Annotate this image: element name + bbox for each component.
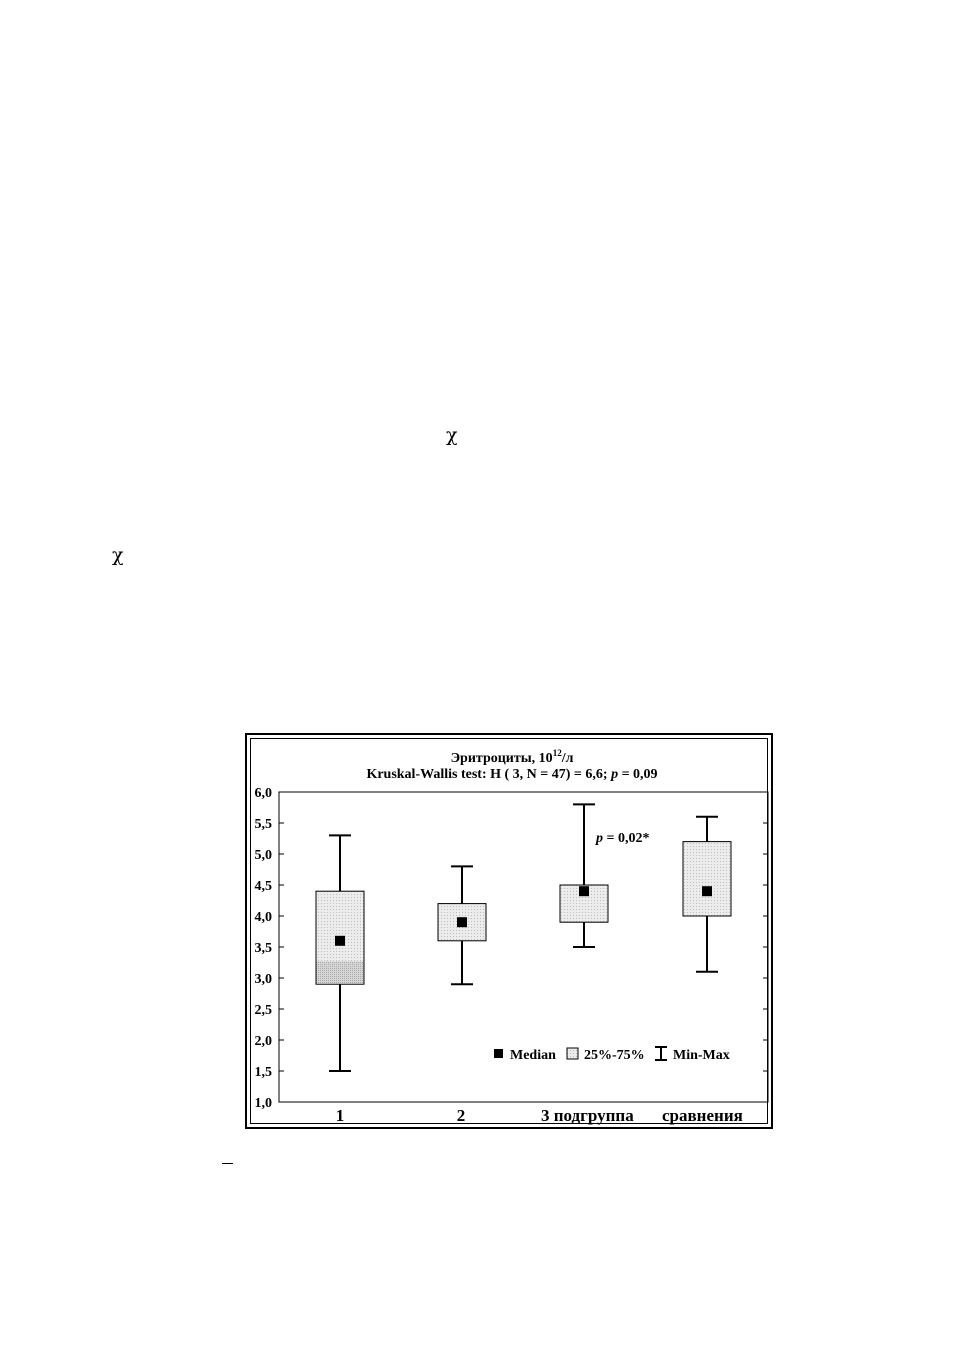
- legend-whisker-label: Min-Max: [673, 1048, 730, 1063]
- chart-title-main: Эритроциты, 10: [450, 751, 553, 766]
- x-category-label: 3 подгруппа: [541, 1106, 634, 1125]
- iqr-box-shade: [317, 961, 364, 983]
- box-group-2: [438, 866, 486, 984]
- x-category-label: 2: [456, 1106, 466, 1125]
- x-category-label: сравнения: [662, 1106, 743, 1125]
- y-tick-label: 5,0: [254, 848, 272, 863]
- iqr-box: [683, 842, 731, 916]
- y-tick-label: 2,0: [254, 1034, 272, 1049]
- y-tick-label: 3,0: [254, 972, 272, 987]
- chart-title-exponent: 12: [552, 748, 562, 758]
- chart-title-unit: /л: [561, 751, 574, 766]
- box-group-4: [683, 817, 731, 972]
- y-tick-label: 4,0: [254, 910, 272, 925]
- y-tick-label: 5,5: [254, 817, 272, 832]
- box-group-1: [316, 835, 364, 1071]
- box-group-3: [560, 804, 608, 947]
- chi-symbol: χ: [446, 424, 458, 446]
- y-tick-label: 4,5: [254, 879, 272, 894]
- y-tick-label: 2,5: [254, 1003, 272, 1018]
- chi-symbol: χ: [112, 544, 124, 566]
- legend-median-icon: [494, 1049, 503, 1058]
- y-tick-label: 1,0: [254, 1096, 272, 1111]
- legend: [494, 1047, 730, 1063]
- legend-whisker-icon: [655, 1047, 667, 1060]
- chart-subtitle: [366, 767, 657, 782]
- x-category-label: 1: [335, 1106, 345, 1125]
- legend-box-icon: [567, 1048, 578, 1059]
- median-marker: [579, 886, 589, 896]
- annotation-text: = 0,02*: [603, 831, 650, 846]
- chart-subtitle-prefix: Kruskal-Wallis test: H ( 3, N = 47) = 6,6;: [366, 767, 608, 782]
- legend-median-label: Median: [510, 1048, 556, 1063]
- median-marker: [702, 886, 712, 896]
- chart-subtitle-p: p: [611, 767, 619, 782]
- y-tick-label: 6,0: [254, 786, 272, 801]
- legend-box-label: 25%-75%: [584, 1048, 645, 1063]
- median-marker: [457, 917, 467, 927]
- chart-subtitle-suffix: = 0,09: [618, 767, 658, 782]
- significance-annotation: [595, 831, 649, 846]
- median-marker: [335, 936, 345, 946]
- y-tick-label: 3,5: [254, 941, 272, 956]
- y-tick-label: 1,5: [254, 1065, 272, 1080]
- chart-title: [451, 748, 574, 766]
- annotation-p: p: [596, 831, 603, 846]
